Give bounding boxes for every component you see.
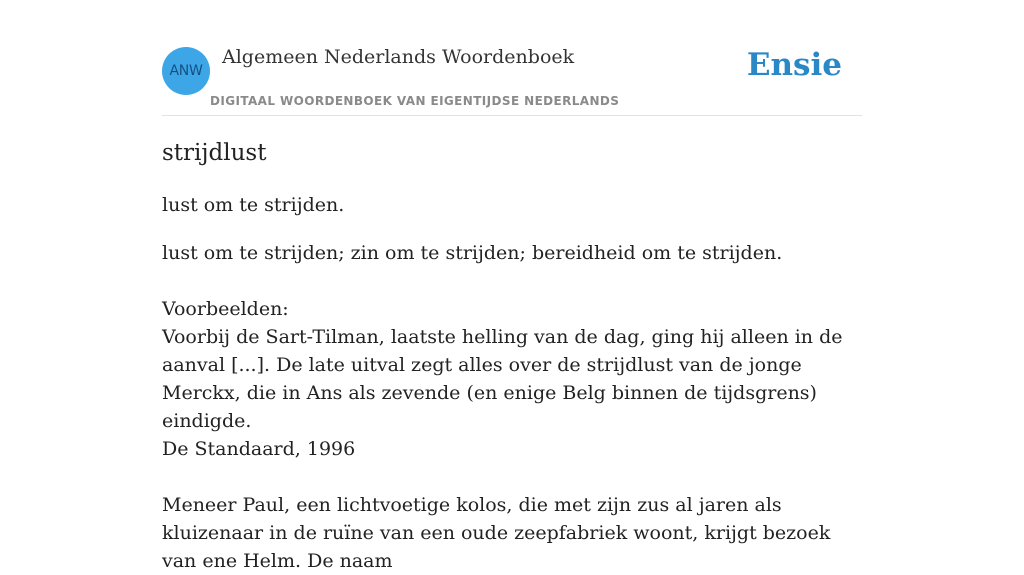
site-subtitle: DIGITAAL WOORDENBOEK VAN EIGENTIJDSE NEDERLANDS: [210, 94, 620, 108]
anw-logo[interactable]: [162, 47, 210, 95]
ensie-brand-logo[interactable]: Ensie: [746, 47, 842, 83]
logo-text: ANW: [169, 63, 203, 79]
spacer: [162, 463, 862, 491]
long-definition: lust om te strijden; zin om te strijden; bereidheid om te strijden.: [162, 242, 783, 264]
site-header: [162, 0, 862, 116]
example-source: De Standaard, 1996: [162, 438, 356, 460]
example-text: Meneer Paul, een lichtvoetige kolos, die met zijn zus al jaren als kluizenaar in de ruïne van een oude zeepfabriek woont, krijgt bezoek van ene Helm. De naam: [162, 494, 831, 572]
page-container: [162, 0, 862, 572]
site-title[interactable]: Algemeen Nederlands Woordenboek: [222, 46, 575, 68]
entry-body: [162, 239, 862, 575]
examples-label: Voorbeelden:: [162, 298, 289, 320]
example-text: Voorbij de Sart-Tilman, laatste helling van de dag, ging hij alleen in de aanval [...]. De late uitval zegt alles over de strijdlust van de jonge Merckx, die in Ans als zevende (en enige Belg binnen de tijdsgrens) eindigde.: [162, 326, 843, 432]
entry-headword: strijdlust: [162, 140, 267, 166]
short-definition: lust om te strijden.: [162, 194, 345, 216]
spacer: [162, 267, 862, 295]
